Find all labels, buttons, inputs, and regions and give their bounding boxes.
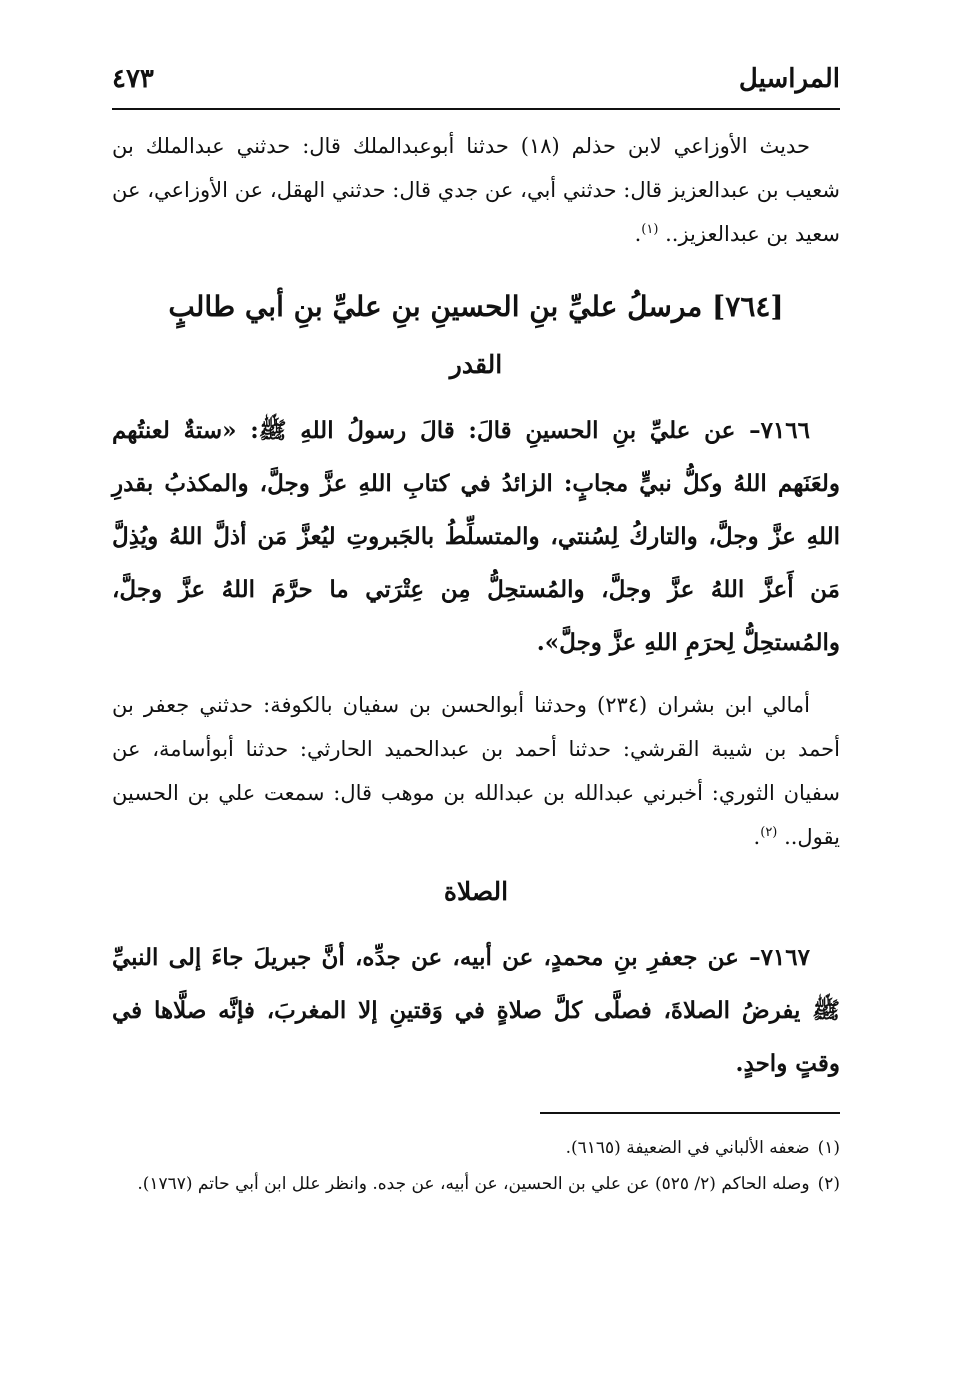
book-page [112, 64, 840, 1202]
narration-text: أمالي ابن بشران (٢٣٤) وحدثنا أبوالحسن بن سفيان بالكوفة: حدثني جعفر بن أحمد بن شيبة القرشي: حدثنا أحمد بن عبدالحميد الحارثي: حدثنا أبوأسامة، عن سفيان الثوري: أخبرني عبدالله بن عبدالله بن موهب قال: سمعت علي بن الحسين يقول.. [112, 693, 840, 849]
chapter-title: [٧٦٤] مرسلُ عليِّ بنِ الحسينِ بنِ عليِّ بنِ أبي طالبٍ [168, 290, 784, 323]
hadith-7166: ٧١٦٦– عن عليِّ بنِ الحسينِ قالَ: قالَ رسولُ اللهِ ﷺ: «ستةٌ لعنتُهم ولعَنَهم اللهُ وكلُّ نبيٍّ مجابٍ: الزائدُ في كتابِ اللهِ عزَّ وجلَّ، والمكذبُ بقدرِ اللهِ عزَّ وجلَّ، والتاركُ لِسُنتي، والمتسلِّطُ بالجَبروتِ ليُعزَّ مَن أذلَّ اللهُ ويُذِلَّ مَن أَعزَّ اللهُ عزَّ وجلَّ، والمُستحِلُّ مِن عِتْرَتي ما حرَّمَ اللهُ عزَّ وجلَّ، والمُستحِلُّ لِحرَمِ اللهِ عزَّ وجلَّ». [112, 417, 840, 656]
footnote-divider [540, 1112, 840, 1114]
footnote-number: (٢) [817, 1174, 840, 1194]
section-title-qadar: القدر [449, 350, 503, 379]
section-title-salat: الصلاة [443, 877, 509, 906]
footnote-2 [112, 1166, 840, 1202]
footnote-number: (١) [817, 1138, 840, 1158]
narration-7166: أمالي ابن بشران (٢٣٤) وحدثنا أبوالحسن بن سفيان بالكوفة: حدثني جعفر بن أحمد بن شيبة القرشي: حدثنا أحمد بن عبدالحميد الحارثي: حدثنا أبوأسامة، عن سفيان الثوري: أخبرني عبدالله بن عبدالله بن موهب قال: سمعت علي بن الحسين يقول.. $^{(٢)}$. [112, 693, 840, 849]
running-title: المراسيل [738, 64, 840, 94]
footnote-text: ضعفه الألباني في الضعيفة (٦١٦٥). [565, 1138, 810, 1158]
footnote-text: وصله الحاكم (٢/ ٥٢٥) عن علي بن الحسين، عن أبيه، عن جده. وانظر علل ابن أبي حاتم (١٧٦٧). [137, 1174, 810, 1194]
intro-text: حديث الأوزاعي لابن حذلم (١٨) حدثنا أبوعبدالملك قال: حدثني عبدالملك بن شعيب بن عبدالعزيز قال: حدثني أبي، عن جدي قال: حدثني الهقل، عن الأوزاعي، عن سعيد بن عبدالعزيز.. [112, 134, 840, 246]
hadith-7167: ٧١٦٧– عن جعفرِ بنِ محمدٍ، عن أبيه، عن جدِّه، أنَّ جبريلَ جاءَ إلى النبيِّ ﷺ يفرضُ الصلاةَ، فصلَّى كلَّ صلاةٍ في وَقتينِ إلا المغربَ، فإنَّه صلَّاها في وقتٍ واحدٍ. [112, 944, 840, 1077]
footnote-ref-2: (٢) [760, 825, 778, 840]
footnote-1 [112, 1130, 840, 1166]
running-header [112, 64, 840, 110]
page-number: ٤٧٣ [112, 64, 154, 94]
intro-paragraph: حديث الأوزاعي لابن حذلم (١٨) حدثنا أبوعبدالملك قال: حدثني عبدالملك بن شعيب بن عبدالعزيز قال: حدثني أبي، عن جدي قال: حدثني الهقل، عن الأوزاعي، عن سعيد بن عبدالعزيز.. $^{(١)}$. [112, 134, 840, 246]
footnotes [112, 1130, 840, 1202]
footnote-ref-1: (١) [641, 222, 659, 237]
